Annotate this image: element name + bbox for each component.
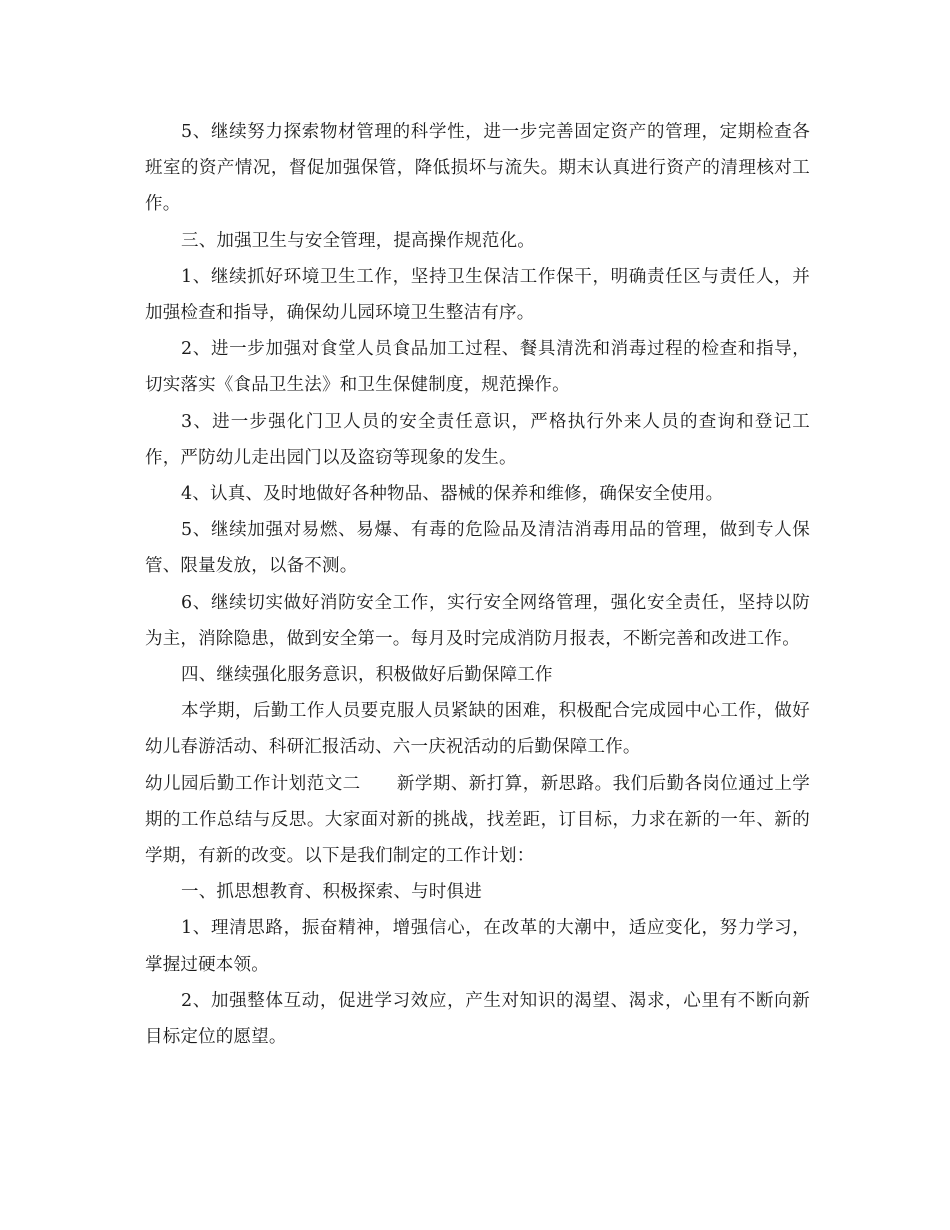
paragraph-environment-hygiene: 1、继续抓好环境卫生工作，坚持卫生保洁工作保干，明确责任区与责任人，并加强检查和指导，确保幼儿园环境卫生整洁有序。 bbox=[145, 266, 810, 324]
paragraph-section-two bbox=[145, 766, 810, 875]
paragraph-equipment-maintenance: 4、认真、及时地做好各种物品、器械的保养和维修，确保安全使用。 bbox=[181, 484, 724, 505]
heading-ideological-education: 一、抓思想教育、积极探索、与时俱进 bbox=[181, 882, 482, 903]
section-title: 幼儿园后勤工作计划范文二 bbox=[145, 773, 361, 794]
paragraph-asset-management: 5、继续努力探索物材管理的科学性，进一步完善固定资产的管理，定期检查各班室的资产情况，督促加强保管，降低损坏与流失。期末认真进行资产的清理核对工作。 bbox=[145, 122, 810, 215]
heading-service-awareness: 四、继续强化服务意识，积极做好后勤保障工作 bbox=[181, 665, 553, 686]
paragraph-interaction: 2、加强整体互动，促进学习效应，产生对知识的渴望、渴求，心里有不断向新目标定位的愿望。 bbox=[145, 990, 810, 1048]
paragraph-clear-thinking: 1、理清思路，振奋精神，增强信心，在改革的大潮中，适应变化，努力学习，掌握过硬本领。 bbox=[145, 918, 810, 975]
paragraph-gatekeeper-safety: 3、进一步强化门卫人员的安全责任意识，严格执行外来人员的查询和登记工作，严防幼儿走出园门以及盗窃等现象的发生。 bbox=[145, 411, 810, 468]
paragraph-canteen-inspection: 2、进一步加强对食堂人员食品加工过程、餐具清洗和消毒过程的检查和指导，切实落实《食品卫生法》和卫生保健制度，规范操作。 bbox=[145, 339, 810, 396]
paragraph-hazardous-materials: 5、继续加强对易燃、易爆、有毒的危险品及清洁消毒用品的管理，做到专人保管、限量发放，以备不测。 bbox=[145, 520, 810, 577]
section-intro: 新学期、新打算，新思路。我们后勤各岗位通过上学期的工作总结与反思。大家面对新的挑战，找差距，订目标，力求在新的一年、新的学期，有新的改变。以下是我们制定的工作计划： bbox=[145, 773, 810, 867]
document-body bbox=[145, 114, 810, 1055]
paragraph-fire-safety: 6、继续切实做好消防安全工作，实行安全网络管理，强化安全责任，坚持以防为主，消除隐患，做到安全第一。每月及时完成消防月报表，不断完善和改进工作。 bbox=[145, 592, 810, 649]
heading-hygiene-safety: 三、加强卫生与安全管理，提高操作规范化。 bbox=[181, 230, 535, 251]
paragraph-semester-support: 本学期，后勤工作人员要克服人员紧缺的困难，积极配合完成园中心工作，做好幼儿春游活动、科研汇报活动、六一庆祝活动的后勤保障工作。 bbox=[145, 701, 810, 758]
